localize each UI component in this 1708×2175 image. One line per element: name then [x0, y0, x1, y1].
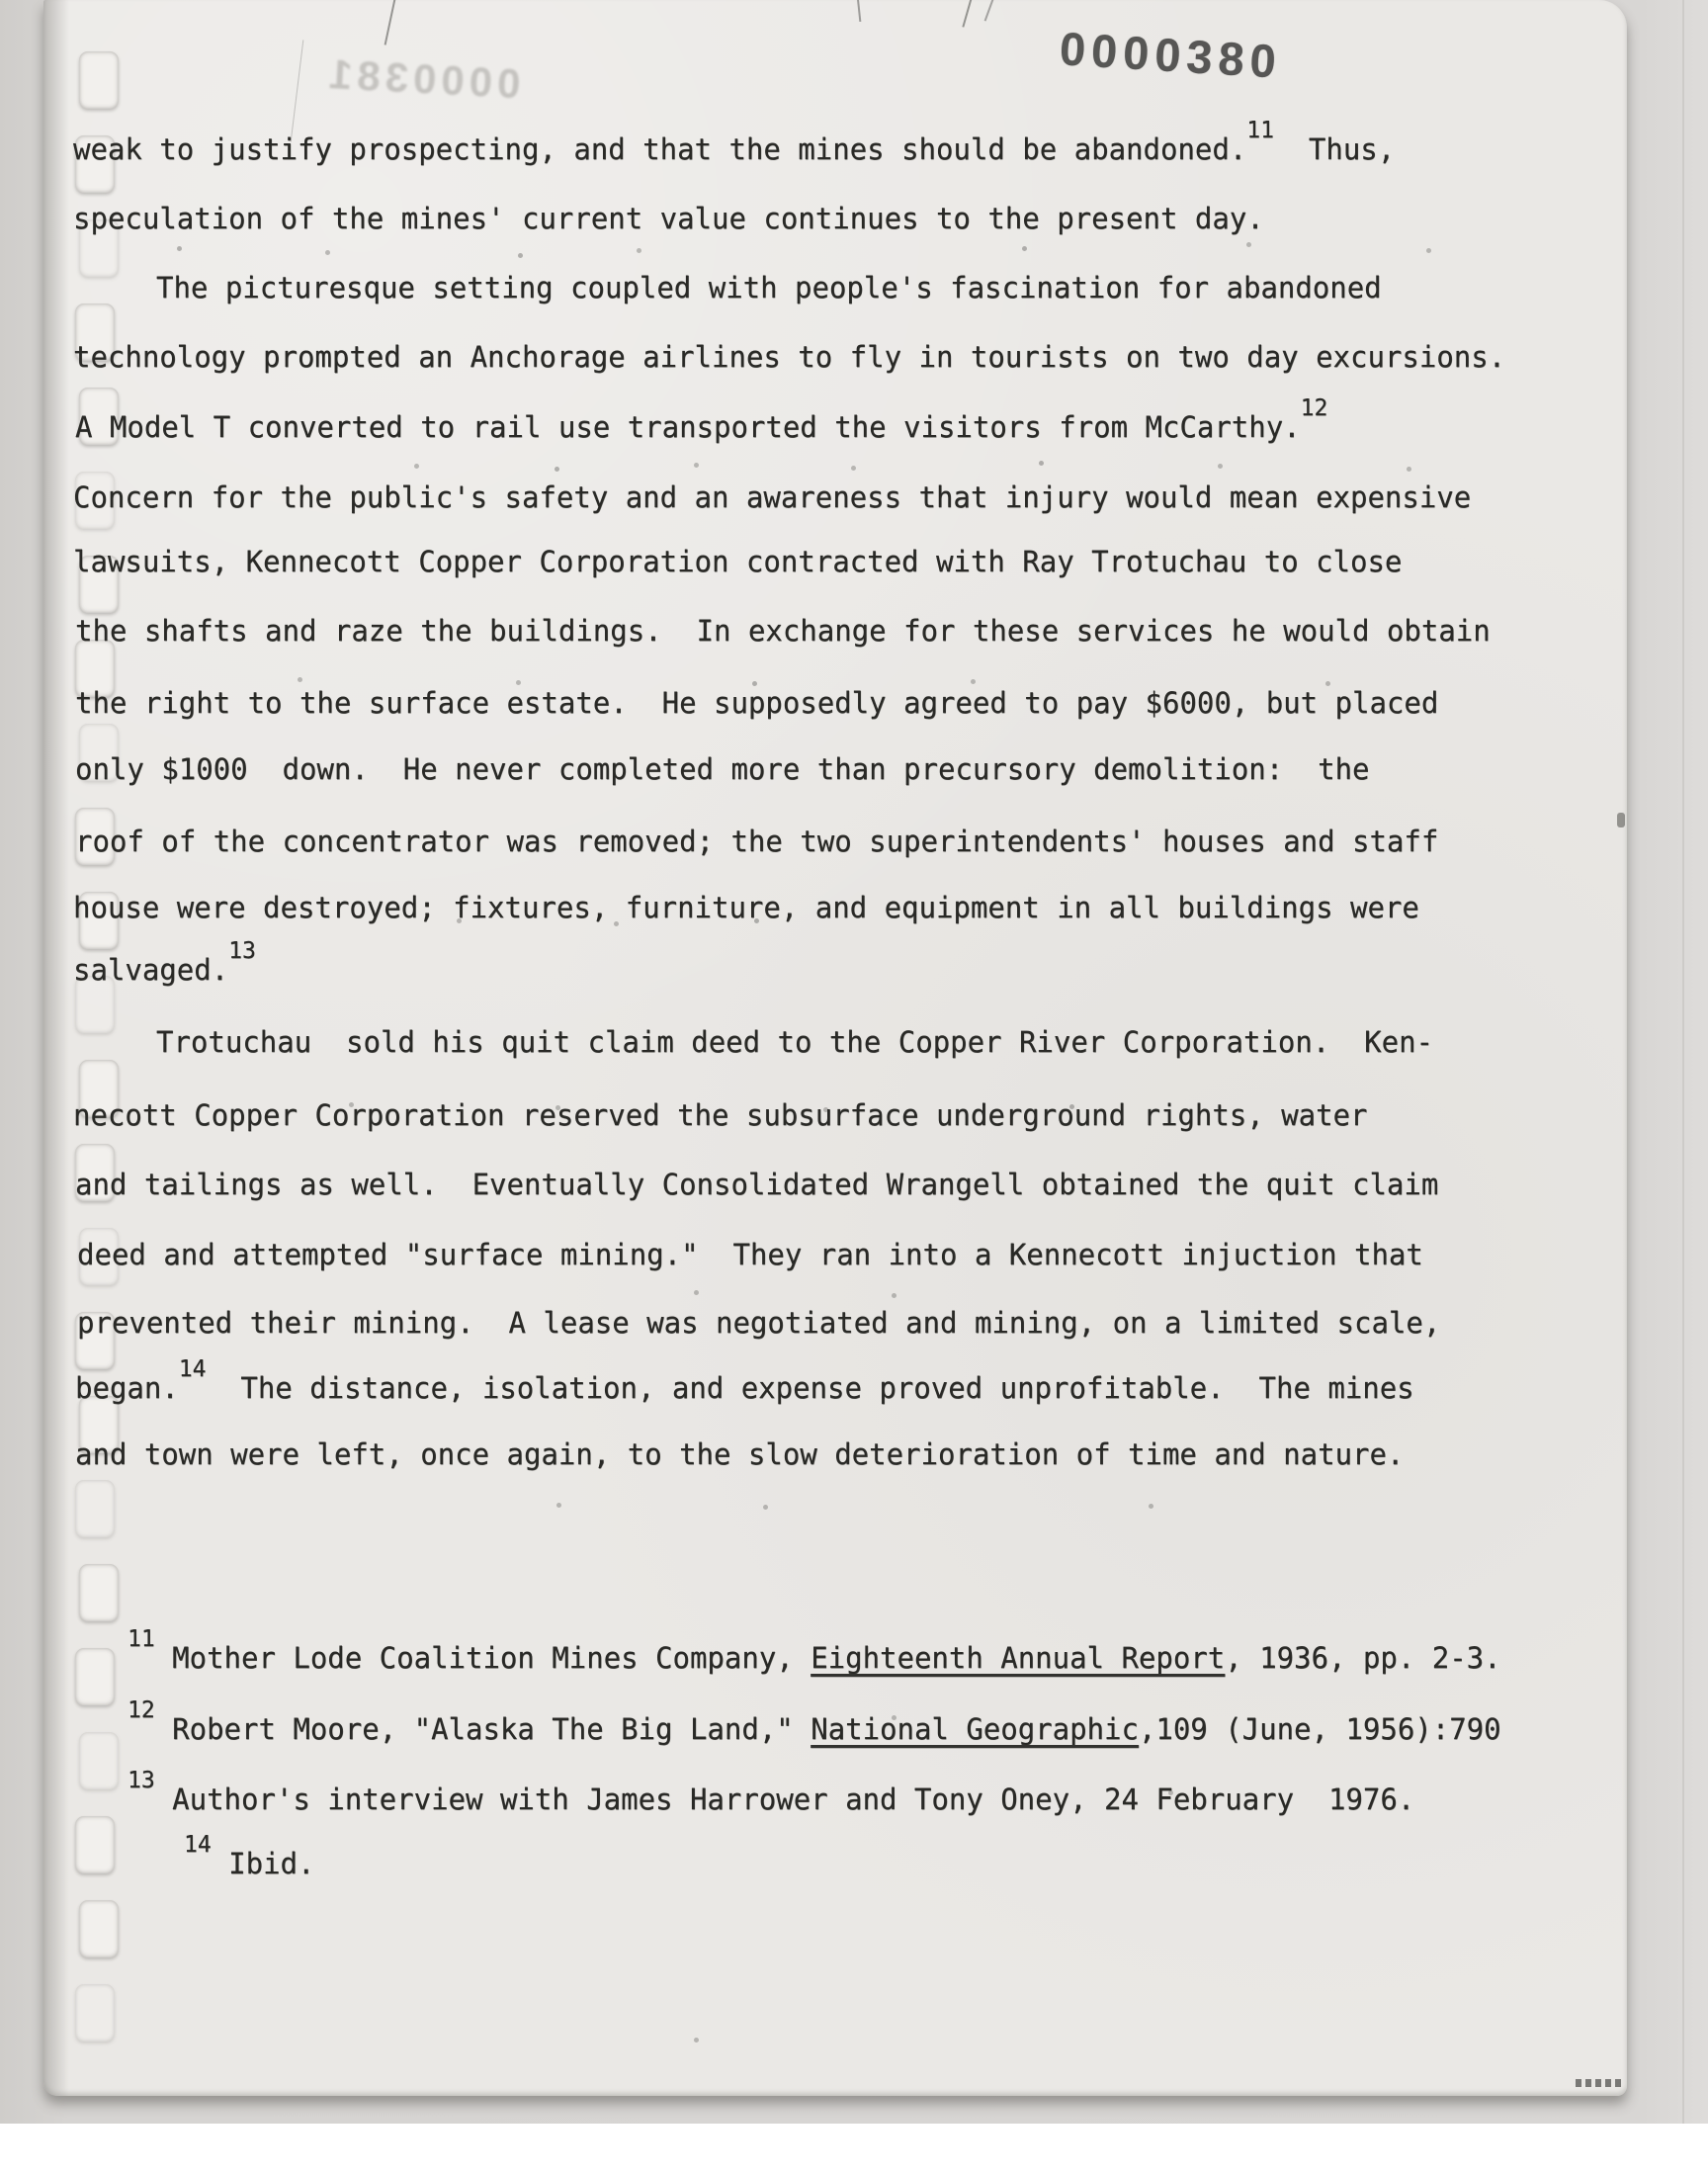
footnote-line [184, 1832, 315, 1880]
footnote-ref: 14 [184, 1832, 212, 1859]
text-line [75, 752, 1369, 786]
binding-hole [79, 1564, 119, 1621]
page-number-stamp: 0000380 [1058, 22, 1284, 88]
text-line [75, 1356, 1414, 1405]
footnote-ref: 14 [178, 1356, 207, 1383]
text-segment: Concern for the public's safety and an awareness that injury would mean expensive [73, 480, 1472, 514]
text-segment: , 1936, pp. 2-3. [1225, 1641, 1501, 1675]
text-line [75, 825, 1438, 858]
text-segment: only $1000 down. He never completed more than precursory demolition: the [75, 752, 1370, 786]
text-line [73, 891, 1419, 924]
text-segment: Thus, [1273, 132, 1396, 166]
text-line [156, 271, 1382, 304]
underlined-title: Eighteenth Annual Report [811, 1641, 1226, 1675]
footnote-ref: 13 [228, 938, 256, 965]
text-line [73, 545, 1402, 578]
edge-mark [1576, 2079, 1623, 2087]
footnote-line [128, 1697, 1501, 1746]
bleedthrough-stamp: 0000381 [322, 49, 522, 108]
ink-speck [1617, 813, 1625, 827]
text-segment: ,109 (June, 1956):790 [1138, 1712, 1501, 1746]
text-line [77, 1238, 1423, 1271]
text-line [73, 1098, 1367, 1132]
text-segment: salvaged. [73, 953, 229, 987]
text-line [75, 395, 1328, 444]
footnote-ref: 13 [128, 1768, 155, 1794]
text-line [75, 614, 1491, 648]
binding-hole [75, 1480, 115, 1537]
text-segment: speculation of the mines' current value continues to the present day. [73, 202, 1264, 235]
text-line [73, 202, 1264, 235]
footnote-ref: 12 [128, 1697, 155, 1724]
text-segment: technology prompted an Anchorage airlines to fly in tourists on two day excursions. [73, 340, 1506, 374]
footnote-ref: 11 [128, 1626, 155, 1653]
text-segment: The distance, isolation, and expense proved unprofitable. The mines [206, 1371, 1414, 1405]
binding-hole [79, 51, 119, 109]
footnote-line [128, 1768, 1415, 1816]
text-line [77, 1306, 1440, 1340]
text-line [156, 1025, 1433, 1059]
text-segment: necott Copper Corporation reserved the subsurface underground rights, water [73, 1098, 1368, 1132]
footnote-ref: 11 [1246, 118, 1274, 144]
text-segment: weak to justify prospecting, and that the mines should be abandoned. [73, 132, 1247, 166]
text-segment: and tailings as well. Eventually Consolidated Wrangell obtained the quit claim [75, 1168, 1439, 1201]
footnote-ref: 12 [1300, 395, 1328, 422]
text-segment: prevented their mining. A lease was negotiated and mining, on a limited scale, [77, 1306, 1441, 1340]
background-crease [1682, 0, 1684, 2124]
text-line [75, 686, 1438, 720]
text-line [73, 118, 1396, 166]
binding-hole [75, 1984, 115, 2042]
binding-hole [79, 1900, 119, 1958]
text-segment: The picturesque setting coupled with people's fascination for abandoned [156, 271, 1382, 304]
text-line [75, 1437, 1404, 1471]
text-segment: began. [75, 1371, 179, 1405]
text-segment: A Model T converted to rail use transported the visitors from McCarthy. [75, 410, 1301, 444]
text-segment: Mother Lode Coalition Mines Company, [172, 1641, 811, 1675]
text-segment: and town were left, once again, to the slow deterioration of time and nature. [75, 1437, 1405, 1471]
binding-hole [79, 1732, 119, 1789]
text-segment: the shafts and raze the buildings. In exchange for these services he would obtain [75, 614, 1491, 648]
binding-hole [75, 1816, 115, 1873]
text-segment: deed and attempted "surface mining." They ran into a Kennecott injuction that [77, 1238, 1423, 1271]
text-segment: Author's interview with James Harrower and Tony Oney, 24 February 1976. [172, 1783, 1415, 1816]
text-line [73, 938, 256, 987]
text-segment: Robert Moore, "Alaska The Big Land," [172, 1712, 811, 1746]
text-line [73, 480, 1471, 514]
text-segment: lawsuits, Kennecott Copper Corporation contracted with Ray Trotuchau to close [73, 545, 1403, 578]
paper-speckles [0, 0, 3, 3]
text-line [73, 340, 1505, 374]
underlined-title: National Geographic [811, 1712, 1139, 1746]
text-segment: Trotuchau sold his quit claim deed to the Copper River Corporation. Ken- [156, 1025, 1434, 1059]
footnote-line [128, 1626, 1501, 1675]
text-line [75, 1168, 1438, 1201]
binding-hole [75, 1648, 115, 1705]
text-segment: the right to the surface estate. He supposedly agreed to pay $6000, but placed [75, 686, 1439, 720]
text-segment: Ibid. [228, 1847, 315, 1880]
text-segment: roof of the concentrator was removed; the two superintendents' houses and staff [75, 825, 1439, 858]
text-segment: house were destroyed; fixtures, furniture, and equipment in all buildings were [73, 891, 1419, 924]
